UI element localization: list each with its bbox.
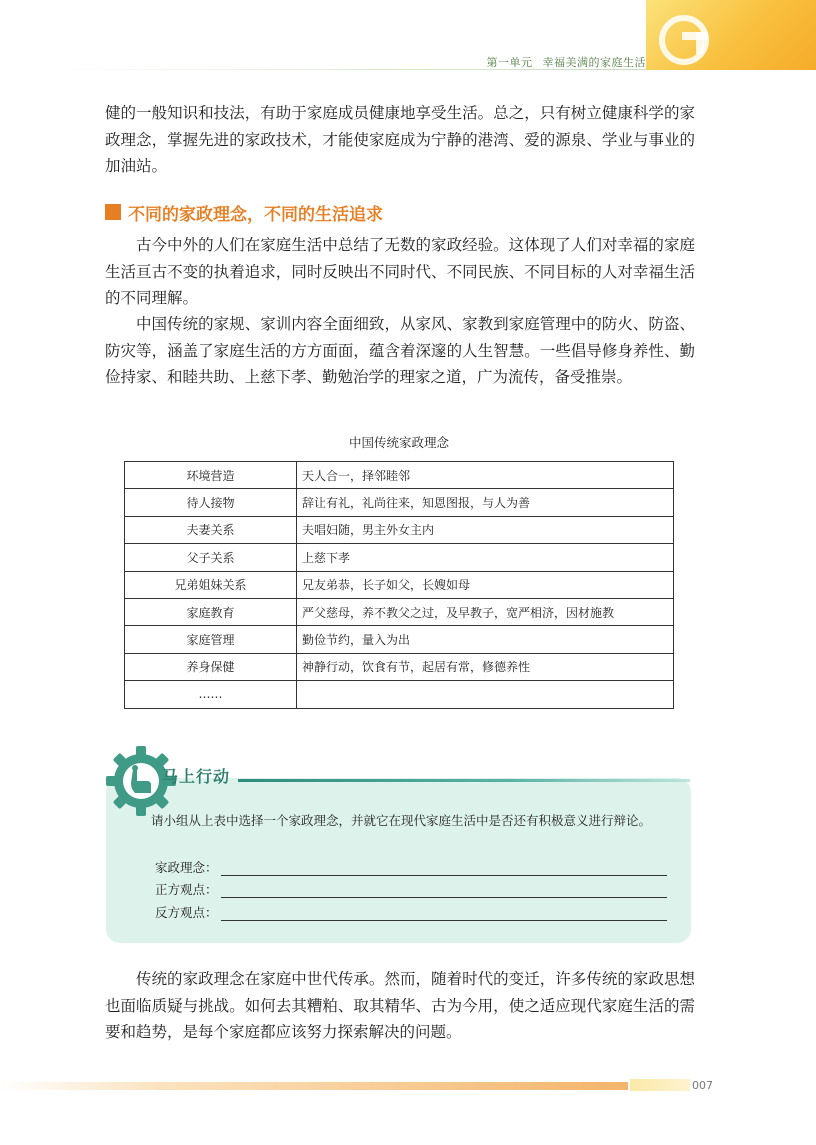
field-con-view xyxy=(155,903,667,921)
table-row xyxy=(125,626,674,653)
section-paragraph-2: 中国传统的家规、家训内容全面细致，从家风、家教到家庭管理中的防火、防盗、防灾等，涵盖了家庭生活的方方面面，蕴含着深邃的人生智慧。一些倡导修身养性、勤俭持家、和睦共助、上慈下孝、勤勉治学的理家之道，广为流传，备受推崇。 xyxy=(105,315,695,386)
concept-answer-line[interactable] xyxy=(221,863,667,876)
table-row xyxy=(125,653,674,680)
footer-bar-accent xyxy=(630,1079,690,1091)
table-row xyxy=(125,516,674,543)
footer-bar xyxy=(0,1082,628,1090)
table-cell-aspect: 环境营造 xyxy=(125,462,297,489)
table-cell-aspect: 养身保健 xyxy=(125,653,297,680)
section-heading-text: 不同的家政理念，不同的生活追求 xyxy=(128,204,383,225)
section-heading xyxy=(105,200,383,224)
field-label: 反方观点： xyxy=(155,905,218,920)
table-cell-concept xyxy=(297,681,674,708)
table-cell-aspect: 待人接物 xyxy=(125,489,297,516)
action-title-rule xyxy=(238,779,690,782)
intro-paragraph: 健的一般知识和技法，有助于家庭成员健康地享受生活。总之，只有树立健康科学的家政理念，掌握先进的家政技术，才能使家庭成为宁静的港湾、爱的源泉、学业与事业的加油站。 xyxy=(105,104,695,175)
table-cell-aspect: 夫妻关系 xyxy=(125,516,297,543)
table-cell-aspect: …… xyxy=(125,681,297,708)
table-caption: 中国传统家政理念 xyxy=(348,435,449,450)
field-label: 正方观点： xyxy=(155,882,218,897)
pro-view-answer-line[interactable] xyxy=(221,885,667,898)
field-label: 家政理念： xyxy=(155,860,218,875)
table-cell-aspect: 家庭教育 xyxy=(125,598,297,625)
table-row xyxy=(125,681,674,708)
section-paragraph-1: 古今中外的人们在家庭生活中总结了无数的家政经验。这体现了人们对幸福的家庭生活亘古不变的执着追求，同时反映出不同时代、不同民族、不同目标的人对幸福生活的不同理解。 xyxy=(105,236,695,307)
header-unit: 第一单元 xyxy=(486,56,533,69)
table-cell-concept: 辞让有礼，礼尚往来，知恩图报，与人为善 xyxy=(297,489,674,516)
field-concept xyxy=(155,858,667,876)
traditional-concepts-table xyxy=(124,461,674,709)
con-view-answer-line[interactable] xyxy=(221,908,667,921)
action-title: 马上行动 xyxy=(162,767,231,786)
table-cell-concept: 上慈下孝 xyxy=(297,544,674,571)
table-row xyxy=(125,544,674,571)
table-row xyxy=(125,462,674,489)
table-cell-concept: 天人合一，择邻睦邻 xyxy=(297,462,674,489)
unit-logo-icon xyxy=(652,6,716,70)
closing-paragraph: 传统的家政理念在家庭中世代传承。然而，随着时代的变迁，许多传统的家政思想也面临质疑与挑战。如何去其糟粕、取其精华、古为今用，使之适应现代家庭生活的需要和趋势，是每个家庭都应该努力探索解决的问题。 xyxy=(105,970,695,1041)
table-row xyxy=(125,489,674,516)
table-row xyxy=(125,598,674,625)
table-cell-aspect: 兄弟姐妹关系 xyxy=(125,571,297,598)
action-prompt: 请小组从上表中选择一个家政理念，并就它在现代家庭生活中是否还有积极意义进行辩论。 xyxy=(151,813,652,828)
table-cell-concept: 严父慈母，养不教父之过，及早教子，宽严相济，因材施教 xyxy=(297,598,674,625)
field-pro-view xyxy=(155,880,667,898)
table-cell-concept: 兄友弟恭，长子如父，长嫂如母 xyxy=(297,571,674,598)
table-cell-concept: 勤俭节约，量入为出 xyxy=(297,626,674,653)
table-cell-concept: 夫唱妇随，男主外女主内 xyxy=(297,516,674,543)
heading-square-icon xyxy=(105,204,121,220)
page-number: 007 xyxy=(692,1079,713,1092)
table-cell-aspect: 家庭管理 xyxy=(125,626,297,653)
header-unit-title: 幸福美满的家庭生活 xyxy=(542,56,646,69)
table-cell-aspect: 父子关系 xyxy=(125,544,297,571)
table-cell-concept: 神静行动，饮食有节，起居有常，修德养性 xyxy=(297,653,674,680)
table-row xyxy=(125,571,674,598)
running-header xyxy=(470,54,646,70)
